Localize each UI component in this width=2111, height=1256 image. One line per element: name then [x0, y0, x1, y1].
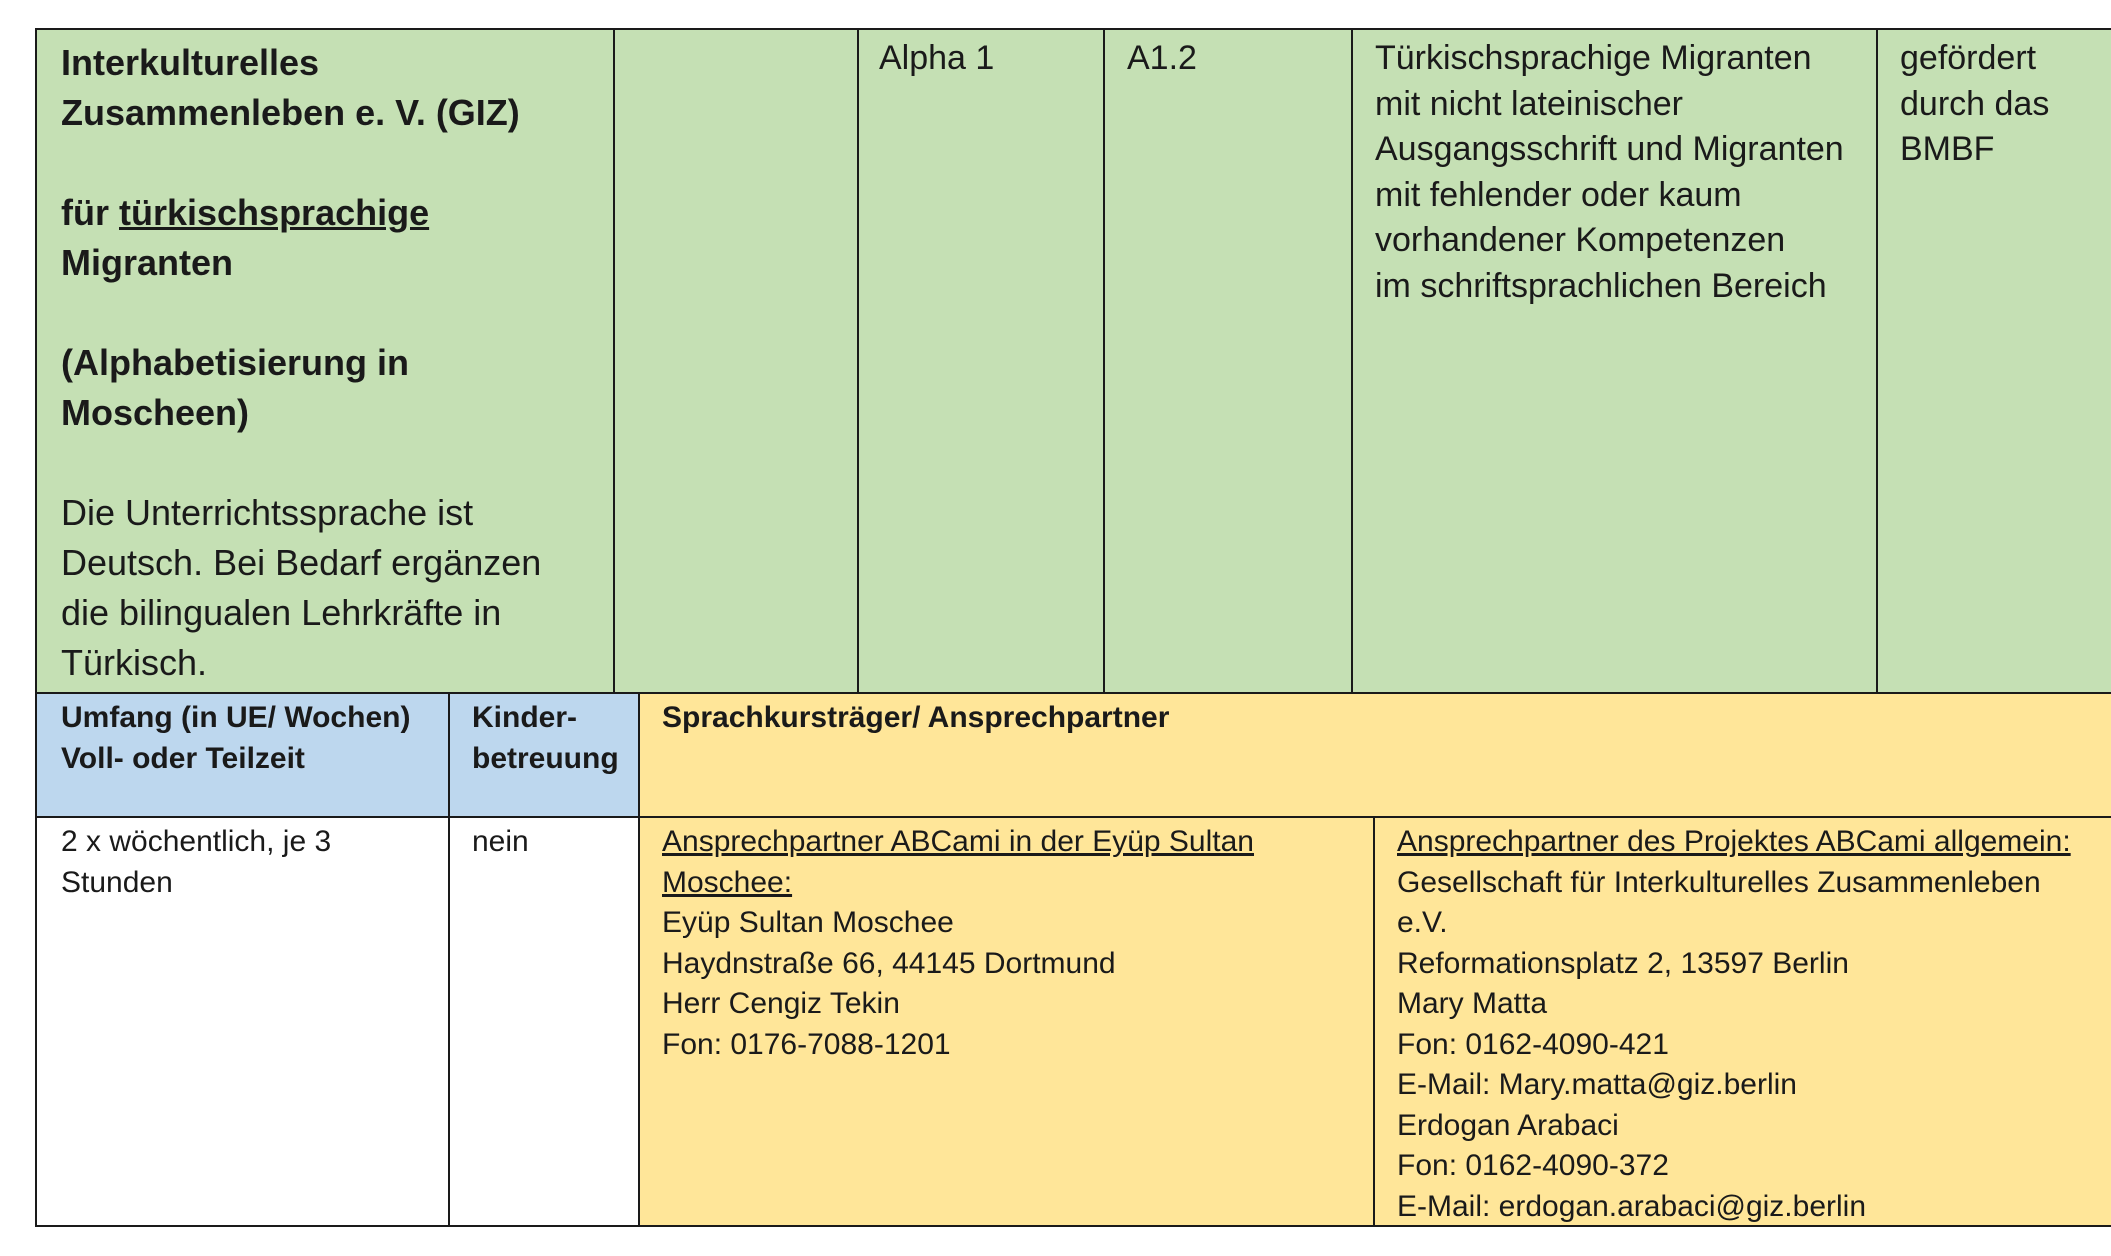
cefr-level: A1.2: [1127, 39, 1197, 77]
childcare-header-line-1: Kinder-: [472, 701, 577, 734]
project-email-link[interactable]: E-Mail: erdogan.arabaci@giz.berlin: [1397, 1189, 1867, 1223]
childcare-header-line-2: betreuung: [472, 741, 619, 775]
project-contact-cell: [1373, 816, 2111, 1227]
mosque-contact-heading: Moschee:: [662, 865, 793, 899]
alpha-line-1: (Alphabetisierung in: [61, 342, 410, 383]
project-email-link[interactable]: E-Mail: Mary.matta@giz.berlin: [1397, 1068, 1797, 1101]
scope-value: [61, 822, 448, 903]
project-contact: [1397, 822, 2111, 1227]
target-prefix: für: [61, 192, 119, 233]
childcare-value: nein: [472, 825, 529, 858]
alpha-level-cell: [857, 28, 1105, 694]
scope-header-line-1: Umfang (in UE/ Wochen): [61, 701, 411, 734]
project-org-line: Gesellschaft für Interkulturelles Zusammenleben: [1397, 865, 2041, 899]
mosque-address: Haydnstraße 66, 44145 Dortmund: [662, 946, 1116, 980]
target-group-line: mit fehlender oder kaum: [1375, 175, 1742, 214]
mosque-contact-heading: Ansprechpartner ABCami in der Eyüp Sultan: [662, 825, 1254, 858]
funding-cell: [1876, 28, 2111, 694]
target-group: [1375, 36, 1876, 309]
description-line: Die Unterrichtssprache ist: [61, 492, 474, 533]
scope-header-line-2: Voll- oder Teilzeit: [61, 741, 305, 775]
description-line: Deutsch. Bei Bedarf ergänzen: [61, 542, 542, 583]
target-group-line: vorhandener Kompetenzen: [1375, 221, 1786, 259]
target-group-line: Türkischsprachige Migranten: [1375, 39, 1812, 77]
provider-header-cell: [638, 692, 2111, 818]
teaching-language-description: [61, 488, 613, 688]
provider-header: Sprachkursträger/ Ansprechpartner: [662, 701, 1170, 734]
project-contact-heading: Ansprechpartner des Projektes ABCami allgemein:: [1397, 825, 2071, 858]
alphabetization-note: [61, 338, 613, 438]
scope-line: 2 x wöchentlich, je 3: [61, 825, 332, 858]
funding-line: BMBF: [1900, 130, 1995, 168]
project-phone: Fon: 0162-4090-372: [1397, 1149, 1669, 1182]
cefr-level-cell: [1103, 28, 1353, 694]
course-title-cell: [35, 28, 615, 694]
mosque-name: Eyüp Sultan Moschee: [662, 906, 954, 939]
scope-line: Stunden: [61, 865, 173, 899]
childcare-header-cell: [448, 692, 640, 818]
alpha-line-2: Moscheen): [61, 392, 250, 433]
title-line-1: Interkulturelles: [61, 42, 320, 83]
funding: [1900, 36, 2111, 173]
childcare-header: [472, 698, 638, 779]
scope-header-cell: [35, 692, 450, 818]
project-org-line: e.V.: [1397, 906, 1448, 939]
childcare-cell: [448, 816, 640, 1227]
mosque-phone: Fon: 0176-7088-1201: [662, 1027, 951, 1061]
target-language: [61, 188, 613, 288]
target-group-line: Ausgangsschrift und Migranten: [1375, 130, 1844, 168]
target-group-cell: [1351, 28, 1878, 694]
scope-cell: [35, 816, 450, 1227]
target-line-2: Migranten: [61, 242, 234, 283]
mosque-contact-person: Herr Cengiz Tekin: [662, 987, 900, 1020]
target-group-line: mit nicht lateinischer: [1375, 84, 1684, 123]
mosque-contact-cell: [638, 816, 1375, 1227]
project-address: Reformationsplatz 2, 13597 Berlin: [1397, 946, 1849, 980]
empty-cell: [613, 28, 859, 694]
description-line: Türkisch.: [61, 642, 208, 683]
target-underlined: türkischsprachige: [119, 192, 430, 233]
title-line-2: Zusammenleben e. V. (GIZ): [61, 92, 520, 133]
funding-line: durch das: [1900, 84, 2050, 123]
project-phone: Fon: 0162-4090-421: [1397, 1027, 1669, 1061]
target-group-line: im schriftsprachlichen Bereich: [1375, 266, 1827, 305]
alpha-level: Alpha 1: [879, 39, 995, 77]
mosque-contact: [662, 822, 1373, 1065]
course-title: [61, 38, 613, 138]
description-line: die bilingualen Lehrkräfte in: [61, 592, 502, 633]
funding-line: gefördert: [1900, 39, 2037, 77]
project-contact-person: Mary Matta: [1397, 987, 1548, 1020]
project-contact-person: Erdogan Arabaci: [1397, 1108, 1619, 1142]
scope-header: [61, 698, 448, 779]
